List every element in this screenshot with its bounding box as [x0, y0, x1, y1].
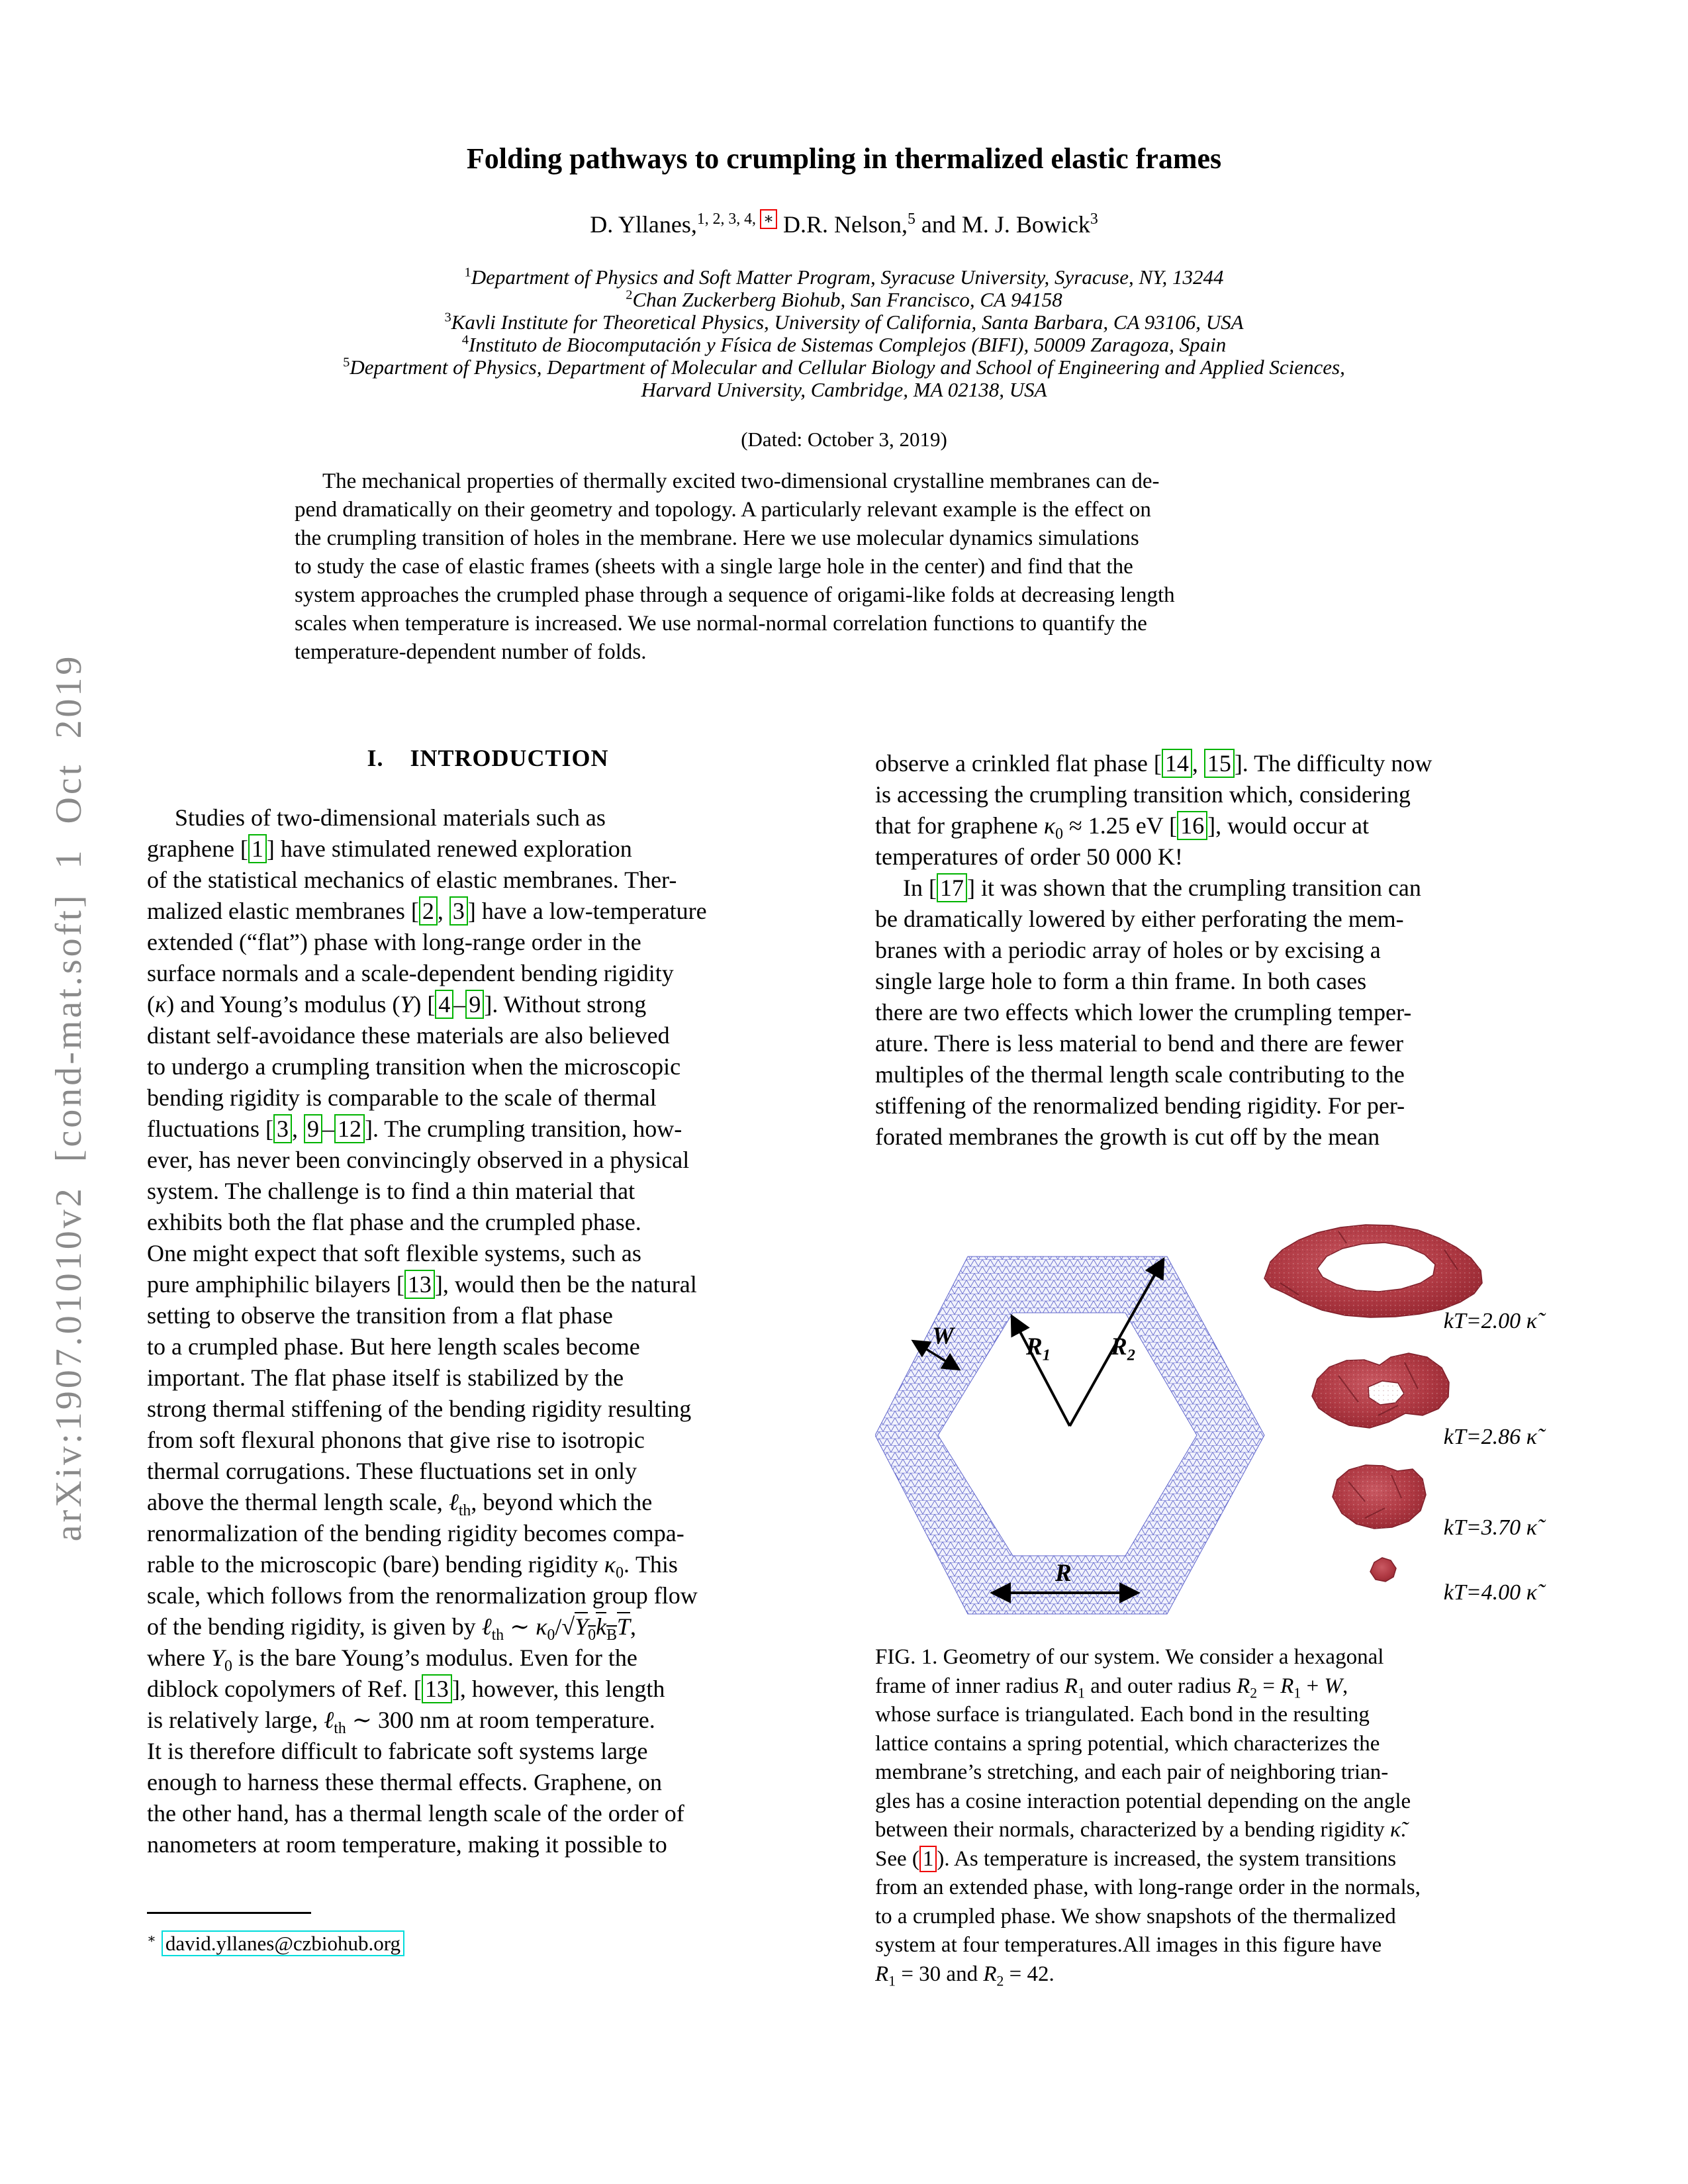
- text-line: [875, 1758, 1557, 1787]
- text-line: [147, 1238, 829, 1269]
- citation-link[interactable]: 3: [449, 896, 468, 926]
- text-line: [875, 1028, 1557, 1059]
- text-line: [147, 1051, 829, 1082]
- text-segment: ,: [1192, 750, 1204, 777]
- text-segment: Y: [400, 991, 414, 1018]
- text-segment: to a crumpled phase. But here length scales become: [147, 1333, 640, 1360]
- text-segment: 0: [547, 1627, 555, 1642]
- text-segment: 2: [996, 1973, 1004, 1989]
- text-segment: ℓ: [448, 1489, 459, 1515]
- text-line: [295, 610, 1393, 638]
- text-segment: between their normals, characterized by a bending rigidity: [875, 1818, 1390, 1842]
- text-segment: rable to the microscopic (bare) bending rigidity: [147, 1551, 604, 1578]
- text-segment: of the bending rigidity, is given by: [147, 1613, 482, 1640]
- text-segment: ever, has never been convincingly observed in a physical: [147, 1147, 690, 1173]
- text-segment: 0: [616, 1564, 624, 1580]
- text-segment: that for graphene: [875, 812, 1044, 839]
- left-column-text: [147, 802, 829, 1860]
- text-segment: be dramatically lowered by either perforating the mem-: [875, 906, 1404, 932]
- text-segment: See (: [875, 1846, 919, 1871]
- text-line: [147, 1331, 829, 1362]
- section-heading-introduction: I. INTRODUCTION: [367, 745, 609, 771]
- text-line: [147, 1611, 829, 1642]
- text-segment: malized elastic membranes [: [147, 898, 419, 924]
- footnote: [147, 1930, 404, 1957]
- text-segment: T: [616, 1613, 630, 1640]
- text-segment: is relatively large,: [147, 1707, 324, 1733]
- text-segment: ,: [437, 898, 449, 924]
- membrane-snapshot-1: [1264, 1225, 1482, 1317]
- text-segment: whose surface is triangulated. Each bond in the resulting: [875, 1703, 1370, 1727]
- width-label: W: [932, 1323, 954, 1350]
- citation-link[interactable]: 4: [435, 990, 453, 1019]
- text-segment: forated membranes the growth is cut off by the mean: [875, 1123, 1380, 1150]
- text-segment: 1: [1078, 1685, 1085, 1701]
- text-line: [875, 1931, 1557, 1960]
- text-line: [147, 1674, 829, 1705]
- text-line: [147, 1518, 829, 1549]
- text-segment: ,: [630, 1613, 636, 1640]
- text-line: [147, 865, 829, 896]
- text-line: [147, 1114, 829, 1145]
- text-segment: /√: [555, 1613, 575, 1640]
- text-line: [147, 1798, 829, 1829]
- text-segment: ℓ: [481, 1613, 492, 1640]
- text-segment: there are two effects which lower the crumpling temper-: [875, 999, 1412, 1025]
- text-line: [147, 1487, 829, 1518]
- text-line: [147, 1767, 829, 1798]
- text-line: [0, 334, 1688, 356]
- internal-ref-link[interactable]: 1: [919, 1846, 937, 1872]
- text-line: [147, 1394, 829, 1425]
- text-segment: th: [458, 1502, 471, 1518]
- text-line: [295, 553, 1393, 581]
- text-segment: FIG. 1. Geometry of our system. We consider a hexagonal: [875, 1645, 1384, 1669]
- text-segment: important. The flat phase itself is stabilized by the: [147, 1364, 624, 1391]
- text-segment: +: [1301, 1674, 1325, 1698]
- text-segment: frame of inner radius: [875, 1674, 1064, 1698]
- text-line: [875, 841, 1557, 873]
- text-line: [147, 1300, 829, 1331]
- citation-link[interactable]: 12: [334, 1114, 365, 1143]
- footnote-marker: ∗: [147, 1931, 156, 1946]
- figure-caption: [875, 1643, 1557, 1989]
- text-segment: Department of Physics, Department of Molecular and Cellular Biology and School of Engineering and Applied Sciences,: [350, 356, 1345, 379]
- snapshot-temperature-label: kT=2.00 κ̃: [1443, 1309, 1537, 1333]
- text-segment: branes with a periodic array of holes or by excising a: [875, 937, 1381, 963]
- citation-link[interactable]: 15: [1204, 749, 1235, 778]
- text-segment: scales when temperature is increased. We use normal-normal correlation functions to quantify the: [295, 612, 1147, 636]
- membrane-snapshot-4: [1370, 1558, 1396, 1582]
- citation-link[interactable]: 1: [248, 834, 267, 863]
- text-segment: k: [596, 1613, 607, 1640]
- membrane-snapshot-3: [1333, 1465, 1426, 1529]
- text-line: [875, 1787, 1557, 1817]
- text-segment: strong thermal stiffening of the bending rigidity resulting: [147, 1396, 692, 1422]
- text-segment: Kavli Institute for Theoretical Physics, University of California, Santa Barbara, CA 93106, USA: [451, 311, 1244, 334]
- text-segment: th: [334, 1720, 346, 1736]
- text-segment: nanometers at room temperature, making it possible to: [147, 1831, 667, 1858]
- text-segment: ,: [291, 1116, 304, 1142]
- text-segment: = 30 and: [896, 1962, 984, 1986]
- text-segment: where: [147, 1644, 211, 1671]
- text-line: [875, 1121, 1557, 1153]
- text-segment: It is therefore difficult to fabricate soft systems large: [147, 1738, 648, 1764]
- dated-line: (Dated: October 3, 2019): [741, 428, 947, 451]
- text-line: [875, 1730, 1557, 1759]
- text-line: [875, 935, 1557, 966]
- author-line: [0, 209, 1688, 238]
- text-segment: 5: [908, 211, 915, 228]
- text-segment: extended (“flat”) phase with long-range order in the: [147, 929, 641, 955]
- text-segment: =: [1257, 1674, 1281, 1698]
- membrane-snapshot-2: [1312, 1353, 1449, 1428]
- text-line: [147, 1020, 829, 1051]
- text-segment: setting to observe the transition from a flat phase: [147, 1302, 613, 1329]
- text-segment: Harvard University, Cambridge, MA 02138, USA: [641, 379, 1047, 401]
- text-segment: enough to harness these thermal effects. Graphene, on: [147, 1769, 663, 1795]
- text-segment: In [: [903, 875, 937, 901]
- citation-link[interactable]: 13: [422, 1674, 452, 1703]
- text-segment: 0: [588, 1625, 596, 1642]
- text-segment: –: [453, 991, 466, 1018]
- text-segment: D.R. Nelson,: [777, 211, 908, 238]
- text-segment: renormalization of the bending rigidity becomes compa-: [147, 1520, 684, 1546]
- text-segment: 1, 2, 3, 4,: [696, 211, 760, 228]
- text-segment: th: [491, 1627, 504, 1642]
- text-segment: Chan Zuckerberg Biohub, San Francisco, CA 94158: [632, 289, 1062, 311]
- text-line: [147, 1207, 829, 1238]
- text-line: [147, 1176, 829, 1207]
- text-segment: 0: [224, 1658, 232, 1674]
- text-line: [147, 1362, 829, 1394]
- text-segment: surface normals and a scale-dependent bending rigidity: [147, 960, 674, 986]
- text-segment: system approaches the crumpled phase through a sequence of origami-like folds at decreasing length: [295, 583, 1175, 607]
- email-link[interactable]: david.yllanes@czbiohub.org: [162, 1930, 404, 1956]
- text-segment: the crumpling transition of holes in the membrane. Here we use molecular dynamics simulations: [295, 526, 1139, 550]
- text-segment: multiples of the thermal length scale contributing to the: [875, 1061, 1405, 1088]
- text-segment: R: [1280, 1674, 1294, 1698]
- footnote-rule: [147, 1912, 311, 1914]
- text-segment: .: [1400, 1818, 1407, 1842]
- text-segment: the other hand, has a thermal length scale of the order of: [147, 1800, 684, 1827]
- text-segment: pend dramatically on their geometry and topology. A particularly relevant example is the effect on: [295, 498, 1151, 522]
- text-line: [875, 1903, 1557, 1932]
- text-segment: temperatures of order 50 000 K!: [875, 843, 1183, 870]
- text-line: [875, 1090, 1557, 1121]
- citation-link[interactable]: 14: [1162, 749, 1192, 778]
- text-segment: pure amphiphilic bilayers [: [147, 1271, 404, 1298]
- citation-link[interactable]: 9: [465, 990, 484, 1019]
- text-segment: Department of Physics and Soft Matter Program, Syracuse University, Syracuse, NY, 13244: [471, 266, 1224, 289]
- text-segment: ] have stimulated renewed exploration: [266, 835, 632, 862]
- text-segment: ]. The difficulty now: [1234, 750, 1432, 777]
- snapshot-temperature-label: kT=2.86 κ̃: [1443, 1425, 1537, 1449]
- text-segment: 3: [444, 311, 451, 325]
- text-segment: The mechanical properties of thermally excited two-dimensional crystalline membranes can de-: [322, 469, 1160, 493]
- text-line: [147, 927, 829, 958]
- text-line: [875, 810, 1557, 841]
- snapshot-temperature-label: kT=3.70 κ̃: [1443, 1515, 1537, 1540]
- text-segment: One might expect that soft flexible systems, such as: [147, 1240, 641, 1266]
- text-line: [875, 1701, 1557, 1730]
- text-line: [147, 1269, 829, 1300]
- text-segment: bending rigidity is comparable to the scale of thermal: [147, 1084, 657, 1111]
- text-segment: ] it was shown that the crumpling transition can: [966, 875, 1421, 901]
- text-line: [875, 1059, 1557, 1090]
- text-line: [147, 1082, 829, 1114]
- text-segment: Y: [211, 1644, 224, 1671]
- text-segment: 3: [1090, 211, 1098, 228]
- text-segment: κ: [536, 1613, 547, 1640]
- text-segment: R: [1064, 1674, 1078, 1698]
- citation-link[interactable]: 17: [937, 873, 967, 902]
- text-segment: –: [322, 1116, 334, 1142]
- text-segment: distant self-avoidance these materials are also believed: [147, 1022, 670, 1049]
- text-segment: single large hole to form a thin frame. In both cases: [875, 968, 1367, 994]
- abstract: [295, 467, 1393, 667]
- text-segment: ], would then be the natural: [434, 1271, 697, 1298]
- text-segment: to study the case of elastic frames (sheets with a single large hole in the center) and find that the: [295, 555, 1133, 579]
- arxiv-watermark: arXiv:1907.01010v2 [cond-mat.soft] 1 Oct 2019: [48, 653, 89, 1542]
- text-segment: ], would occur at: [1207, 812, 1370, 839]
- internal-ref-link[interactable]: ∗: [760, 209, 777, 229]
- text-line: [875, 966, 1557, 997]
- text-segment: to undergo a crumpling transition when the microscopic: [147, 1053, 681, 1080]
- text-line: [147, 1580, 829, 1611]
- text-segment: (: [147, 991, 155, 1018]
- text-segment: of the statistical mechanics of elastic membranes. Ther-: [147, 867, 677, 893]
- right-column-text: [875, 748, 1557, 1153]
- citation-link[interactable]: 3: [273, 1114, 292, 1143]
- text-line: [875, 1874, 1557, 1903]
- text-segment: diblock copolymers of Ref. [: [147, 1676, 422, 1702]
- snapshot-temperature-label: kT=4.00 κ̃: [1443, 1580, 1537, 1605]
- text-line: [147, 1145, 829, 1176]
- text-line: [147, 1705, 829, 1736]
- text-segment: ∼ 300 nm at room temperature.: [346, 1707, 655, 1733]
- text-line: [0, 209, 1688, 238]
- text-line: [875, 997, 1557, 1028]
- text-line: [875, 748, 1557, 779]
- text-line: [147, 1549, 829, 1580]
- text-line: [875, 1643, 1557, 1672]
- text-segment: 2: [626, 289, 633, 303]
- text-segment: κ: [1043, 812, 1056, 839]
- text-line: [0, 311, 1688, 334]
- text-line: [147, 1456, 829, 1487]
- text-segment: ,: [1342, 1674, 1348, 1698]
- text-segment: and outer radius: [1084, 1674, 1237, 1698]
- text-segment: , beyond which the: [471, 1489, 653, 1515]
- text-segment: 1: [888, 1973, 896, 1989]
- text-segment: Studies of two-dimensional materials such as: [175, 804, 606, 831]
- text-segment: system. The challenge is to find a thin material that: [147, 1178, 635, 1204]
- text-segment: ]. The crumpling transition, how-: [364, 1116, 682, 1142]
- text-segment: system at four temperatures.All images in this figure have: [875, 1933, 1382, 1957]
- text-line: [0, 356, 1688, 379]
- hole-radius-label: R: [1055, 1560, 1072, 1587]
- text-segment: graphene [: [147, 835, 248, 862]
- figure-1: [875, 1184, 1557, 1633]
- text-segment: thermal corrugations. These fluctuations set in only: [147, 1458, 637, 1484]
- text-segment: R: [875, 1962, 889, 1986]
- text-segment: κ̃: [1389, 1818, 1401, 1842]
- text-segment: 1: [464, 266, 471, 280]
- text-segment: ]. Without strong: [484, 991, 647, 1018]
- text-line: [295, 524, 1393, 553]
- text-line: [295, 467, 1393, 496]
- text-segment: gles has a cosine interaction potential depending on the angle: [875, 1789, 1411, 1813]
- text-line: [875, 1672, 1557, 1701]
- citation-link[interactable]: 13: [404, 1270, 435, 1299]
- text-segment: ], however, this length: [451, 1676, 665, 1702]
- text-segment: is accessing the crumpling transition which, considering: [875, 781, 1411, 808]
- text-segment: κ: [155, 991, 167, 1018]
- text-line: [875, 1845, 1557, 1874]
- text-line: [875, 1816, 1557, 1845]
- text-segment: exhibits both the flat phase and the crumpled phase.: [147, 1209, 641, 1235]
- text-segment: Y: [575, 1613, 588, 1640]
- text-segment: 4: [461, 334, 469, 348]
- citation-link[interactable]: 16: [1177, 811, 1207, 840]
- inner-radius-label: $R_1$: [1026, 1333, 1051, 1364]
- text-line: [147, 958, 829, 989]
- text-segment: membrane’s stretching, and each pair of neighboring trian-: [875, 1760, 1389, 1784]
- text-line: [0, 289, 1688, 311]
- text-segment: above the thermal length scale,: [147, 1489, 449, 1515]
- text-segment: R: [983, 1962, 997, 1986]
- text-line: [147, 896, 829, 927]
- text-segment: temperature-dependent number of folds.: [295, 640, 647, 664]
- text-segment: ] have a low-temperature: [467, 898, 707, 924]
- text-segment: lattice contains a spring potential, which characterizes the: [875, 1731, 1380, 1756]
- outer-radius-label: $R_2$: [1111, 1333, 1135, 1364]
- text-line: [147, 1642, 829, 1674]
- text-segment: ) [: [413, 991, 436, 1018]
- text-segment: . This: [623, 1551, 678, 1578]
- text-segment: ature. There is less material to bend and there are fewer: [875, 1030, 1403, 1057]
- text-segment: is the bare Young’s modulus. Even for the: [232, 1644, 637, 1671]
- text-line: [0, 266, 1688, 289]
- text-segment: ) and Young’s modulus (: [166, 991, 400, 1018]
- text-segment: 2: [1250, 1685, 1258, 1701]
- text-segment: 0: [1055, 826, 1064, 841]
- paper-title: Folding pathways to crumpling in thermalized elastic frames: [466, 142, 1222, 175]
- text-segment: 5: [343, 356, 350, 370]
- text-segment: ). As temperature is increased, the system transitions: [937, 1846, 1397, 1871]
- citation-link[interactable]: 2: [419, 896, 438, 926]
- text-segment: R: [1237, 1674, 1250, 1698]
- text-segment: ≈ 1.25 eV [: [1063, 812, 1178, 839]
- text-line: [295, 638, 1393, 667]
- text-segment: D. Yllanes,: [590, 211, 697, 238]
- text-segment: scale, which follows from the renormalization group flow: [147, 1582, 698, 1609]
- citation-link[interactable]: 9: [304, 1114, 322, 1143]
- text-segment: and M. J. Bowick: [915, 211, 1090, 238]
- text-segment: observe a crinkled flat phase [: [875, 750, 1162, 777]
- text-line: [875, 1960, 1557, 1989]
- text-line: [295, 581, 1393, 610]
- text-segment: ∼: [504, 1613, 536, 1640]
- text-segment: from soft flexural phonons that give rise to isotropic: [147, 1427, 645, 1453]
- text-segment: W: [1324, 1674, 1342, 1698]
- text-line: [147, 989, 829, 1020]
- text-line: [147, 802, 829, 833]
- text-line: [147, 1829, 829, 1860]
- text-segment: from an extended phase, with long-range order in the normals,: [875, 1875, 1421, 1899]
- text-segment: = 42.: [1004, 1962, 1055, 1986]
- text-line: [0, 379, 1688, 401]
- affiliations: [0, 266, 1688, 401]
- hexagonal-frame-diagram: [875, 1184, 1557, 1633]
- text-line: [147, 1425, 829, 1456]
- text-segment: Instituto de Biocomputación y Física de Sistemas Complejos (BIFI), 50009 Zaragoza, Spain: [468, 334, 1227, 356]
- text-segment: to a crumpled phase. We show snapshots of the thermalized: [875, 1904, 1396, 1928]
- text-segment: stiffening of the renormalized bending rigidity. For per-: [875, 1092, 1405, 1119]
- text-line: [875, 873, 1557, 904]
- text-segment: B: [606, 1625, 617, 1642]
- text-line: [147, 833, 829, 865]
- text-segment: 1: [1293, 1685, 1301, 1701]
- text-line: [295, 496, 1393, 524]
- text-line: [147, 1736, 829, 1767]
- text-line: [875, 779, 1557, 810]
- text-segment: κ: [604, 1551, 616, 1578]
- text-segment: ℓ: [324, 1707, 334, 1733]
- text-segment: fluctuations [: [147, 1116, 273, 1142]
- text-line: [875, 904, 1557, 935]
